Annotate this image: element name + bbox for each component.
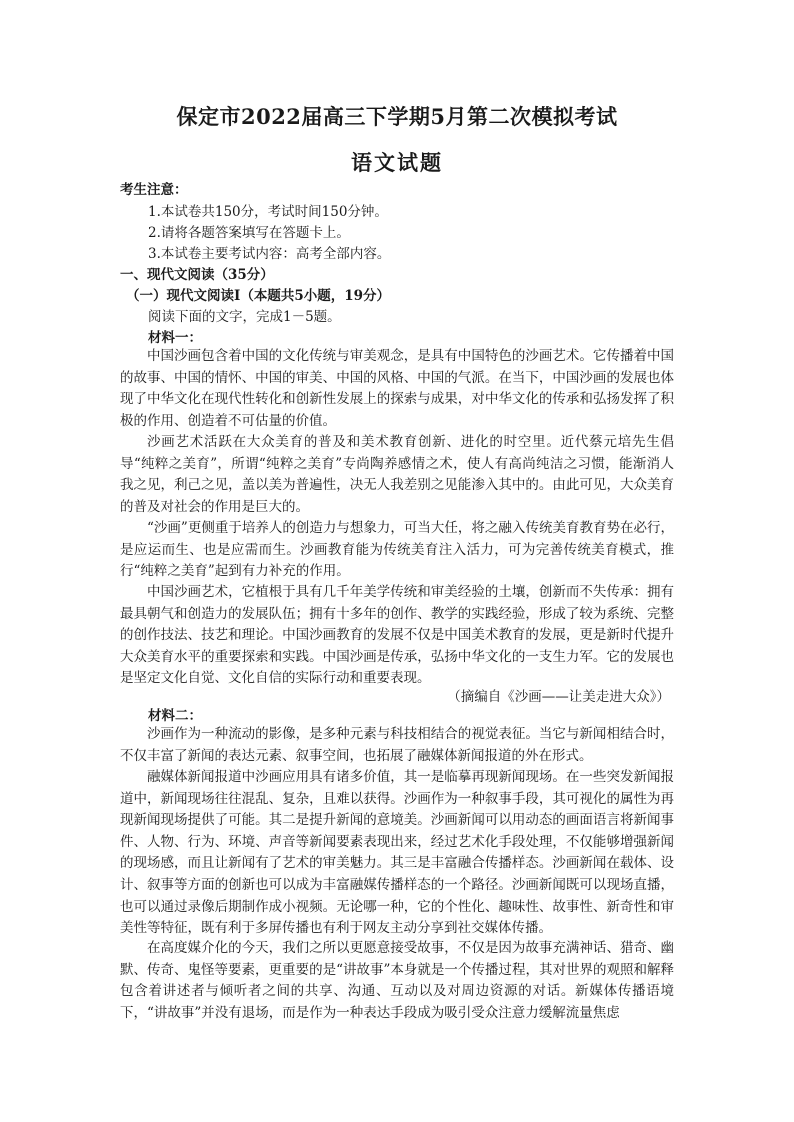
exam-title: 保定市2022届高三下学期5月第二次模拟考试 (176, 104, 618, 129)
material-one-paragraph: 中国沙画包含着中国的文化传统与审美观念，是具有中国特色的沙画艺术。它传播着中国的故事、中国的情怀、中国的审美、中国的风格、中国的气派。在当下，中国沙画的发展也体现了中华文化在现代性转化和创新性发展上的探索与成果，对中华文化的传承和弘扬发挥了积极的作用、创造着不可估量的价值。 (120, 348, 674, 429)
notice-item: 3.本试卷主要考试内容：高考全部内容。 (148, 246, 391, 262)
section-heading: 一、现代文阅读（35分） (120, 267, 274, 283)
material-two-paragraph: 沙画作为一种流动的影像，是多种元素与科技相结合的视觉表征。当它与新闻相结合时，不仅丰富了新闻的表达元素、叙事空间，也拓展了融媒体新闻报道的外在形式。 (120, 726, 674, 764)
notice-heading: 考生注意： (120, 182, 188, 198)
material-one-paragraph: 沙画艺术活跃在大众美育的普及和美术教育创新、进化的时空里。近代蔡元培先生倡导“纯粹之美育”，所谓“纯粹之美育”专尚陶养感情之术，使人有高尚纯洁之习惯，能渐消人我之见，利己之见，盖以美为普遍性，决无人我差别之见能渗入其中的。由此可见，大众美育的普及对社会的作用是巨大的。 (120, 434, 674, 515)
exam-subtitle: 语文试题 (351, 150, 443, 175)
notice-item: 1.本试卷共150分，考试时间150分钟。 (148, 204, 388, 220)
notice-item: 2.请将各题答案填写在答题卡上。 (148, 225, 350, 241)
sub-section-heading: （一）现代文阅读Ⅰ（本题共5小题，19分） (126, 288, 390, 304)
material-two-label: 材料二： (148, 708, 202, 724)
material-two-paragraph: 融媒体新闻报道中沙画应用具有诸多价值，其一是临摹再现新闻现场。在一些突发新闻报道中，新闻现场往往混乱、复杂，且难以获得。沙画作为一种叙事手段，其可视化的属性为再现新闻现场提供了可能。其二是提升新闻的意境美。沙画新闻可以用动态的画面语言将新闻事件、人物、行为、环境、声音等新闻要素表现出来，经过艺术化手段处理，不仅能够增强新闻的现场感，而且让新闻有了艺术的审美魅力。其三是丰富融合传播样态。沙画新闻在载体、设计、叙事等方面的创新也可以成为丰富融媒传播样态的一个路径。沙画新闻既可以现场直播，也可以通过录像后期制作成小视频。无论哪一种，它的个性化、趣味性、故事性、新奇性和审美性等特征，既有利于多屏传播也有利于网友主动分享到社交媒体传播。 (120, 769, 674, 937)
reading-instruction: 阅读下面的文字，完成1－5题。 (148, 309, 341, 325)
material-two-paragraph: 在高度媒介化的今天，我们之所以更愿意接受故事，不仅是因为故事充满神话、猎奇、幽默、传奇、鬼怪等要素，更重要的是“讲故事”本身就是一个传播过程，其对世界的观照和解释包含着讲述者与倾听者之间的共享、沟通、互动以及对周边资源的对话。新媒体传播语境下，“讲故事”并没有退场，而是作为一种表达手段成为吸引受众注意力缓解流量焦虑 (120, 940, 674, 1021)
material-one-paragraph: 中国沙画艺术，它植根于具有几千年美学传统和审美经验的土壤，创新而不失传承：拥有最具朝气和创造力的发展队伍；拥有十多年的创作、教学的实践经验，形成了较为系统、完整的创作技法、技艺和理论。中国沙画教育的发展不仅是中国美术教育的发展，更是新时代提升大众美育水平的重要探索和实践。中国沙画是传承，弘扬中华文化的一支生力军。它的发展也是坚定文化自觉、文化自信的实际行动和重要表现。 (120, 584, 674, 687)
material-one-paragraph: “沙画”更侧重于培养人的创造力与想象力，可当大任，将之融入传统美育教育势在必行，是应运而生、也是应需而生。沙画教育能为传统美育注入活力，可为完善传统美育模式，推行“纯粹之美育”起到有力补充的作用。 (120, 520, 674, 580)
material-one-label: 材料一： (148, 330, 202, 346)
material-one-source: （摘编自《沙画——让美走进大众》） (447, 689, 670, 705)
